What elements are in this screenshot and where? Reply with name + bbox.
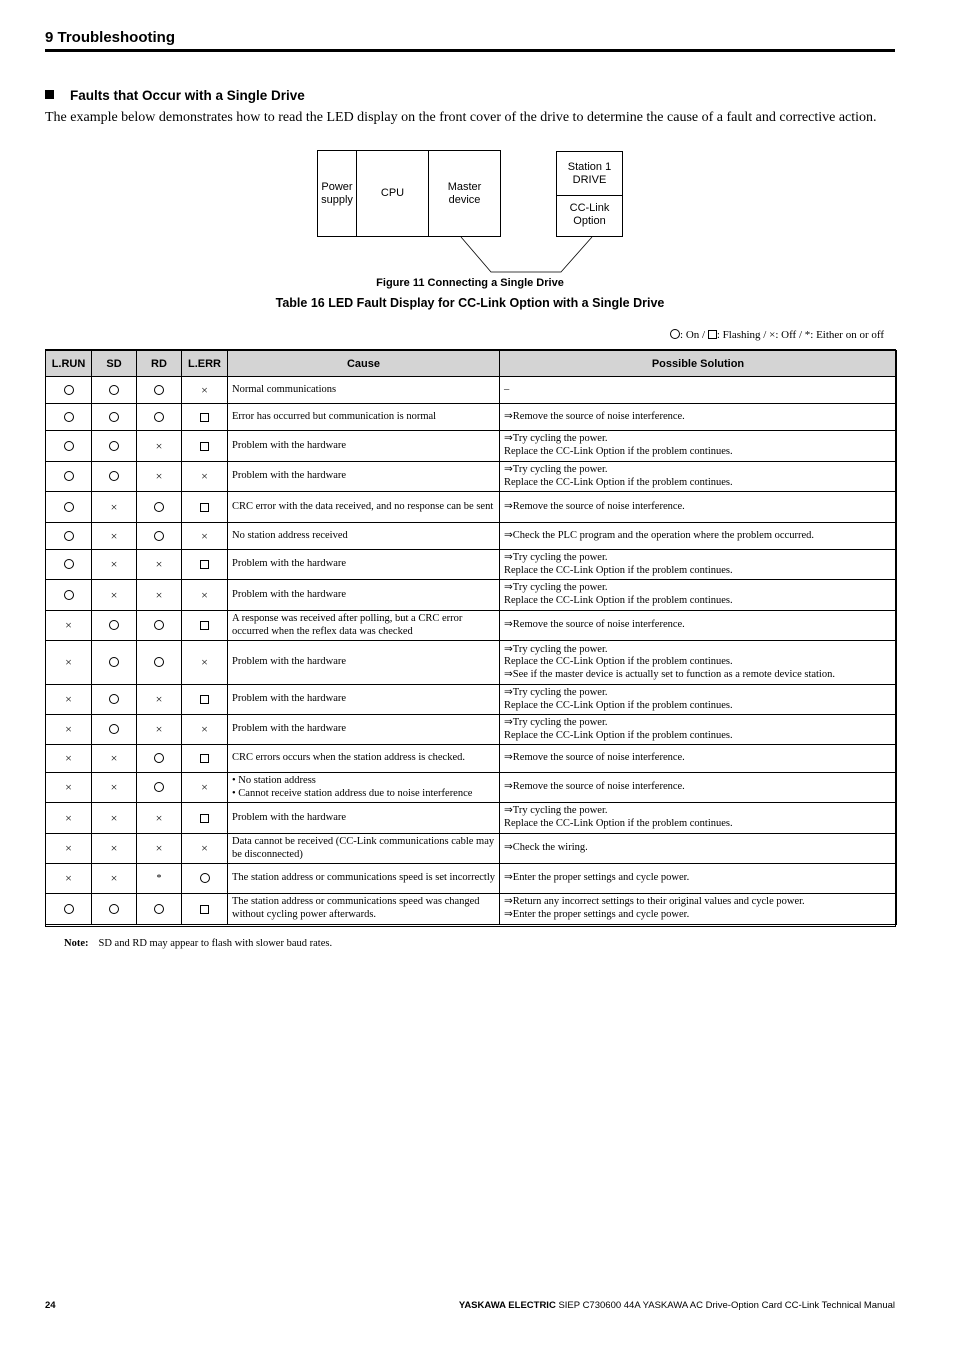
led-state-cell [137, 803, 182, 834]
cause-cell [228, 864, 500, 894]
col-header: L.ERR [182, 351, 228, 377]
on-symbol-icon [64, 471, 74, 481]
led-state-cell [182, 462, 228, 492]
on-symbol-icon [109, 657, 119, 667]
on-symbol-icon [64, 412, 74, 422]
solution-text: ⇒Remove the source of noise interference. [504, 500, 685, 512]
on-symbol-icon [154, 385, 164, 395]
solution-cell [500, 550, 897, 580]
note-label: Note: [64, 938, 89, 949]
off-symbol: × [155, 469, 163, 484]
off-symbol: × [201, 587, 208, 602]
off-symbol: × [155, 722, 163, 737]
off-symbol: × [110, 587, 118, 602]
footer-brand: YASKAWA ELECTRIC [458, 1300, 556, 1311]
cause-cell [228, 404, 500, 431]
either-symbol: * [156, 873, 162, 885]
cause-text: • Cannot receive station address due to noise interference [232, 787, 473, 799]
led-state-cell [46, 404, 92, 431]
solution-text: ⇒Try cycling the power. [504, 463, 608, 475]
flashing-symbol-icon [708, 330, 717, 339]
table-row [46, 462, 897, 492]
led-state-cell [46, 773, 92, 803]
led-state-cell [46, 377, 92, 404]
led-state-cell [92, 641, 137, 685]
led-state-cell [92, 894, 137, 925]
solution-cell [500, 894, 897, 925]
led-state-cell [92, 523, 137, 550]
solution-cell [500, 431, 897, 462]
table-row [46, 894, 897, 925]
led-state-cell [137, 492, 182, 523]
station-label-1: Station 1 [567, 160, 612, 173]
solution-cell [500, 864, 897, 894]
led-state-cell [46, 641, 92, 685]
master-label-1: Master [447, 180, 482, 193]
off-symbol: × [65, 722, 72, 737]
led-state-cell [46, 523, 92, 550]
cpu-box [356, 150, 429, 237]
led-state-cell [182, 404, 228, 431]
cause-cell [228, 773, 500, 803]
off-symbol: × [110, 780, 118, 795]
intro-paragraph: The example below demonstrates how to read the LED display on the front cover of the drive to determine the cause of a fault and corrective action. [45, 110, 877, 125]
on-symbol-icon [154, 657, 164, 667]
off-symbol: × [65, 655, 72, 670]
on-symbol-icon [109, 471, 119, 481]
led-state-cell [92, 803, 137, 834]
table-row [46, 641, 897, 685]
solution-text: ⇒Remove the source of noise interference. [504, 752, 685, 764]
led-state-cell [182, 715, 228, 745]
led-state-cell [137, 550, 182, 580]
col-header: L.RUN [46, 351, 92, 377]
table-row [46, 864, 897, 894]
on-symbol-icon [154, 753, 164, 763]
flashing-symbol-icon [200, 814, 209, 823]
solution-text: Replace the CC-Link Option if the problem continues. [504, 595, 733, 606]
cause-cell [228, 641, 500, 685]
solution-cell [500, 580, 897, 611]
led-state-cell [137, 894, 182, 925]
cause-cell [228, 611, 500, 641]
symbol-legend [670, 329, 884, 341]
on-symbol-icon [154, 620, 164, 630]
solution-cell [500, 685, 897, 715]
off-symbol: × [155, 841, 163, 856]
cause-text: CRC error with the data received, and no response can be sent [232, 500, 494, 512]
off-symbol: × [110, 499, 118, 514]
flashing-symbol-icon [200, 503, 209, 512]
solution-cell [500, 377, 897, 404]
led-state-cell [182, 377, 228, 404]
on-symbol-icon [64, 590, 74, 600]
table-body [46, 377, 897, 925]
col-header: Possible Solution [500, 351, 897, 377]
solution-cell [500, 611, 897, 641]
solution-cell [500, 404, 897, 431]
solution-cell [500, 462, 897, 492]
led-state-cell [92, 864, 137, 894]
cause-text: Problem with the hardware [232, 811, 347, 823]
solution-cell [500, 492, 897, 523]
cause-cell [228, 431, 500, 462]
led-state-cell [182, 745, 228, 773]
table-caption: Table 16 LED Fault Display for CC-Link Option with a Single Drive [275, 296, 665, 310]
off-symbol: × [155, 587, 163, 602]
off-symbol: × [110, 841, 118, 856]
off-symbol: × [201, 655, 208, 670]
option-label-1: CC-Link [569, 202, 610, 214]
solution-text: Replace the CC-Link Option if the problem continues. [504, 729, 733, 741]
off-symbol: × [65, 871, 72, 886]
solution-text: Replace the CC-Link Option if the problem continues. [504, 699, 733, 711]
led-state-cell [137, 864, 182, 894]
flashing-symbol-icon [200, 754, 209, 763]
cause-cell [228, 685, 500, 715]
on-symbol-icon [109, 441, 119, 451]
cause-cell [228, 715, 500, 745]
table-row [46, 803, 897, 834]
cause-text: Problem with the hardware [232, 693, 347, 705]
off-symbol: × [201, 469, 208, 484]
off-symbol: × [155, 692, 163, 707]
led-state-cell [46, 834, 92, 864]
cause-text: Problem with the hardware [232, 558, 347, 570]
led-state-cell [137, 641, 182, 685]
station-drive-box [556, 151, 623, 196]
off-symbol: × [65, 841, 72, 856]
on-symbol-icon [154, 904, 164, 914]
off-symbol: × [110, 751, 118, 766]
section-title-text: Faults that Occur with a Single Drive [70, 88, 305, 103]
led-state-cell [182, 685, 228, 715]
cause-text: Problem with the hardware [232, 588, 347, 600]
solution-text: Replace the CC-Link Option if the problem continues. [504, 656, 733, 668]
led-state-cell [182, 864, 228, 894]
table-header-row [46, 351, 897, 377]
cause-cell [228, 580, 500, 611]
led-state-cell [137, 611, 182, 641]
led-state-cell [137, 773, 182, 803]
led-state-cell [137, 404, 182, 431]
off-symbol: × [201, 722, 208, 737]
off-symbol: × [201, 841, 208, 856]
power-supply-label-1: Power [321, 180, 353, 193]
solution-text: ⇒Try cycling the power. [504, 433, 608, 445]
solution-text: ⇒See if the master device is actually set to function as a remote device station. [504, 668, 835, 680]
on-symbol-icon [200, 873, 210, 883]
on-symbol-icon [109, 412, 119, 422]
cc-link-option-box [556, 194, 623, 237]
led-state-cell [182, 580, 228, 611]
off-symbol: × [201, 780, 208, 795]
station-label-2: DRIVE [572, 173, 607, 186]
legend-off: : Off / [775, 329, 805, 341]
solution-text: ⇒Remove the source of noise interference. [504, 410, 685, 422]
solution-text: ⇒Try cycling the power. [504, 551, 608, 563]
solution-text: ⇒Check the PLC program and the operation where the problem occurred. [504, 529, 814, 541]
power-supply-label-2: supply [321, 193, 353, 206]
led-state-cell [137, 462, 182, 492]
led-state-cell [46, 803, 92, 834]
led-state-cell [182, 492, 228, 523]
on-symbol-icon [154, 412, 164, 422]
led-state-cell [46, 431, 92, 462]
solution-cell [500, 803, 897, 834]
footer-doc-title: SIEP C730600 44A YASKAWA AC Drive-Option Card CC-Link Technical Manual [555, 1300, 895, 1311]
off-symbol: × [201, 528, 208, 543]
led-state-cell [92, 550, 137, 580]
flashing-symbol-icon [200, 905, 209, 914]
cause-text: Data cannot be received (CC-Link communications cable may be disconnected) [232, 835, 495, 860]
table-row [46, 550, 897, 580]
off-symbol: × [769, 329, 776, 341]
solution-text: ⇒Remove the source of noise interference. [504, 781, 685, 793]
off-symbol: × [65, 810, 72, 825]
flashing-symbol-icon [200, 621, 209, 630]
table-row [46, 377, 897, 404]
off-symbol: × [65, 692, 72, 707]
legend-flashing: : Flashing / [716, 329, 770, 341]
page-number: 24 [45, 1300, 56, 1311]
cause-text: CRC errors occurs when the station address is checked. [232, 752, 465, 764]
led-state-cell [46, 550, 92, 580]
solution-text: Replace the CC-Link Option if the problem continues. [504, 446, 733, 457]
footer-doc-info [459, 1300, 895, 1311]
option-label-2: Option [573, 215, 606, 227]
led-state-cell [137, 745, 182, 773]
off-symbol: × [65, 780, 72, 795]
led-fault-table [45, 350, 897, 925]
cause-text: • No station address [232, 774, 316, 786]
flashing-symbol-icon [200, 695, 209, 704]
off-symbol: × [65, 618, 72, 633]
cause-text: Problem with the hardware [232, 723, 347, 735]
led-state-cell [46, 685, 92, 715]
on-symbol-icon [109, 724, 119, 734]
off-symbol: × [155, 810, 163, 825]
solution-text: ⇒Enter the proper settings and cycle power. [504, 909, 690, 920]
table-row [46, 431, 897, 462]
cause-text: Error has occurred but communication is normal [232, 410, 437, 422]
led-state-cell [46, 864, 92, 894]
cause-text: Normal communications [232, 383, 337, 395]
power-supply-box [317, 150, 357, 237]
led-state-cell [92, 685, 137, 715]
off-symbol: × [110, 871, 118, 886]
on-symbol-icon [64, 385, 74, 395]
off-symbol: × [110, 557, 118, 572]
legend-either: : Either on or off [810, 329, 884, 341]
cause-cell [228, 550, 500, 580]
solution-text: ⇒Enter the proper settings and cycle power. [504, 872, 690, 884]
led-state-cell [46, 715, 92, 745]
cause-text: Problem with the hardware [232, 656, 347, 668]
on-symbol-icon [64, 531, 74, 541]
led-state-cell [46, 894, 92, 925]
table-row [46, 611, 897, 641]
cause-text: The station address or communications speed is set incorrectly [232, 872, 496, 884]
master-device-box [428, 150, 501, 237]
led-state-cell [92, 580, 137, 611]
on-symbol-icon [109, 620, 119, 630]
table-row [46, 685, 897, 715]
led-state-cell [92, 431, 137, 462]
on-symbol-icon [64, 502, 74, 512]
led-state-cell [92, 834, 137, 864]
solution-text: ⇒Try cycling the power. [504, 582, 608, 594]
either-symbol: * [804, 329, 811, 341]
led-state-cell [137, 834, 182, 864]
led-state-cell [92, 404, 137, 431]
on-symbol-icon [109, 694, 119, 704]
legend-on: : On / [680, 329, 708, 341]
flashing-symbol-icon [200, 560, 209, 569]
led-state-cell [92, 377, 137, 404]
on-symbol-icon [154, 531, 164, 541]
led-state-cell [92, 611, 137, 641]
led-state-cell [182, 894, 228, 925]
cpu-label: CPU [380, 187, 405, 199]
table-row [46, 523, 897, 550]
section-title [45, 88, 305, 103]
on-symbol-icon [670, 329, 680, 339]
cause-cell [228, 894, 500, 925]
cause-cell [228, 745, 500, 773]
col-header: SD [92, 351, 137, 377]
solution-text: ⇒Try cycling the power. [504, 805, 608, 817]
solution-text: ⇒Try cycling the power. [504, 716, 608, 728]
led-state-cell [92, 462, 137, 492]
off-symbol: × [65, 751, 72, 766]
led-state-cell [137, 377, 182, 404]
led-state-cell [137, 685, 182, 715]
led-state-cell [182, 803, 228, 834]
solution-text: ⇒Try cycling the power. [504, 643, 608, 655]
solution-text: ⇒Return any incorrect settings to their original values and cycle power. [504, 896, 805, 908]
solution-cell [500, 834, 897, 864]
table-row [46, 404, 897, 431]
led-state-cell [182, 431, 228, 462]
led-state-cell [182, 773, 228, 803]
led-state-cell [182, 641, 228, 685]
cause-cell [228, 377, 500, 404]
figure-caption: Figure 11 Connecting a Single Drive [376, 277, 564, 289]
flashing-symbol-icon [200, 442, 209, 451]
off-symbol: × [155, 557, 163, 572]
solution-text: ⇒Check the wiring. [504, 842, 588, 854]
note-text: SD and RD may appear to flash with slower baud rates. [98, 938, 333, 949]
col-header: Cause [228, 351, 500, 377]
table-note [64, 938, 332, 949]
on-symbol-icon [64, 904, 74, 914]
off-symbol: × [110, 810, 118, 825]
led-state-cell [137, 715, 182, 745]
cause-text: Problem with the hardware [232, 439, 347, 451]
on-symbol-icon [64, 559, 74, 569]
table-row [46, 492, 897, 523]
led-state-cell [182, 523, 228, 550]
on-symbol-icon [154, 502, 164, 512]
on-symbol-icon [154, 782, 164, 792]
led-state-cell [137, 523, 182, 550]
solution-text: Replace the CC-Link Option if the problem continues. [504, 476, 733, 488]
cause-text: A response was received after polling, but a CRC error occurred when the reflex data was checked [232, 612, 463, 637]
table-row [46, 580, 897, 611]
led-state-cell [92, 492, 137, 523]
solution-text: Replace the CC-Link Option if the problem continues. [504, 564, 733, 576]
on-symbol-icon [64, 441, 74, 451]
solution-cell [500, 523, 897, 550]
cause-cell [228, 492, 500, 523]
header-title: 9 Troubleshooting [45, 29, 175, 46]
table-row [46, 834, 897, 864]
led-state-cell [137, 431, 182, 462]
flashing-symbol-icon [200, 413, 209, 422]
cause-cell [228, 462, 500, 492]
led-state-cell [92, 773, 137, 803]
off-symbol: × [110, 528, 118, 543]
table-row [46, 745, 897, 773]
led-state-cell [182, 550, 228, 580]
square-bullet-icon [45, 90, 54, 99]
master-label-2: device [448, 193, 481, 206]
led-state-cell [92, 745, 137, 773]
cause-cell [228, 834, 500, 864]
led-state-cell [92, 715, 137, 745]
table-row [46, 715, 897, 745]
led-state-cell [46, 462, 92, 492]
solution-text: – [504, 383, 510, 395]
solution-text: Replace the CC-Link Option if the problem continues. [504, 818, 733, 829]
led-state-cell [46, 611, 92, 641]
solution-cell [500, 715, 897, 745]
led-state-cell [182, 611, 228, 641]
on-symbol-icon [109, 904, 119, 914]
solution-cell [500, 641, 897, 685]
led-state-cell [46, 580, 92, 611]
off-symbol: × [155, 438, 163, 453]
cause-text: The station address or communications speed was changed without cycling power afterwards. [232, 896, 480, 920]
solution-text: ⇒Try cycling the power. [504, 686, 608, 698]
solution-text: ⇒Remove the source of noise interference. [504, 619, 685, 631]
cause-text: No station address received [232, 529, 348, 541]
led-state-cell [46, 492, 92, 523]
table-row [46, 773, 897, 803]
on-symbol-icon [109, 385, 119, 395]
led-state-cell [137, 580, 182, 611]
led-state-cell [46, 745, 92, 773]
cause-cell [228, 523, 500, 550]
led-state-cell [182, 834, 228, 864]
solution-cell [500, 773, 897, 803]
cause-cell [228, 803, 500, 834]
cause-text: Problem with the hardware [232, 470, 347, 482]
col-header: RD [137, 351, 182, 377]
solution-cell [500, 745, 897, 773]
off-symbol: × [201, 382, 208, 397]
page-header [45, 29, 895, 52]
